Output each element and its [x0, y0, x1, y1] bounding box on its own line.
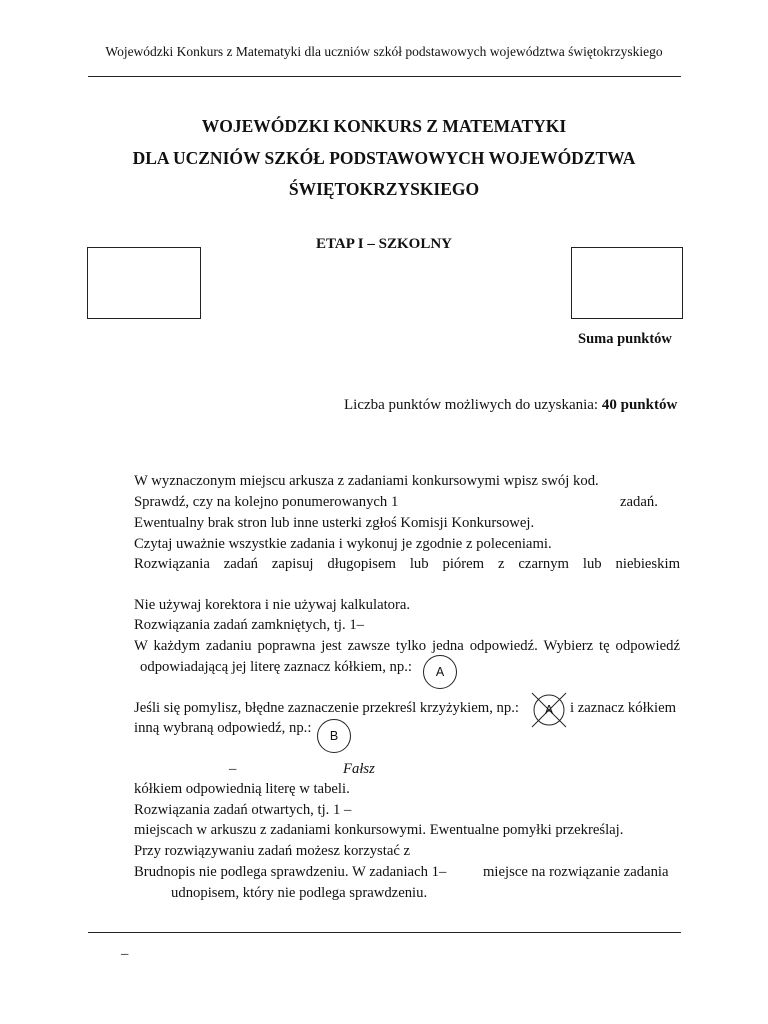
instruction-line: Rozwiązania zadań zamkniętych, tj. 1– — [134, 617, 365, 633]
instruction-line: inną wybraną odpowiedź, np.: — [134, 720, 312, 736]
instruction-line: Rozwiązania zadań otwartych, tj. 1 – — [134, 802, 352, 818]
instruction-line: kółkiem odpowiednią literę w tabeli. — [134, 781, 350, 797]
max-points-label: Liczba punktów możliwych do uzyskania: — [344, 397, 599, 413]
example-circled-answer: A — [423, 655, 457, 689]
max-points-value: 40 punktów — [601, 397, 678, 413]
instruction-line: odpowiadającą jej literę zaznacz kółkiem, np.: — [140, 659, 412, 675]
title-line-1: WOJEWÓDZKI KONKURS Z MATEMATYKI — [201, 116, 567, 136]
instruction-line: i zaznacz kółkiem — [570, 700, 677, 716]
title-line-2: DLA UCZNIÓW SZKÓŁ PODSTAWOWYCH WOJEWÓDZTWA — [132, 148, 636, 168]
instruction-line: miejsce na rozwiązanie zadania — [483, 864, 669, 880]
crossed-answer-letter: A — [544, 703, 554, 717]
instruction-line: Jeśli się pomylisz, błędne zaznaczenie przekreśl krzyżykiem, np.: — [134, 700, 519, 716]
score-sum-box[interactable] — [571, 247, 683, 319]
stage-label: ETAP I – SZKOLNY — [315, 236, 452, 252]
running-header: Wojewódzki Konkurs z Matematyki dla uczniów szkół podstawowych województwa świętokrzyskiego — [105, 44, 663, 59]
instruction-line: Brudnopis nie podlega sprawdzeniu. W zadaniach 1– — [134, 864, 447, 880]
footer-mark: – — [121, 946, 129, 962]
instruction-line: Ewentualny brak stron lub inne usterki zgłoś Komisji Konkursowej. — [134, 515, 535, 531]
instruction-line: Przy rozwiązywaniu zadań możesz korzystać z — [134, 843, 411, 859]
student-code-box[interactable] — [87, 247, 201, 319]
header-rule — [88, 76, 681, 77]
instruction-line: W każdym zadaniu poprawna jest zawsze tylko jedna odpowiedź. Wybierz tę odpowiedź — [134, 638, 680, 654]
instruction-line: udnopisem, który nie podlega sprawdzeniu. — [171, 885, 428, 901]
instruction-line: Czytaj uważnie wszystkie zadania i wykonuj je zgodnie z poleceniami. — [134, 536, 552, 552]
instruction-line: W wyznaczonym miejscu arkusza z zadaniami konkursowymi wpisz swój kod. — [134, 473, 599, 489]
instruction-line: – — [229, 761, 237, 777]
max-points — [344, 397, 677, 414]
instruction-line: zadań. — [620, 494, 658, 510]
example-crossed-answer — [529, 690, 569, 730]
instruction-line: miejscach w arkuszu z zadaniami konkursowymi. Ewentualne pomyłki przekreślaj. — [134, 822, 624, 838]
instruction-line: Fałsz — [343, 761, 375, 777]
footer-rule — [88, 932, 681, 933]
title-line-3: ŚWIĘTOKRZYSKIEGO — [288, 179, 480, 199]
score-sum-label: Suma punktów — [578, 331, 672, 347]
example-circled-answer: B — [317, 719, 351, 753]
instruction-line: Sprawdź, czy na kolejno ponumerowanych 1 — [134, 494, 399, 510]
instruction-line: Rozwiązania zadań zapisuj długopisem lub piórem z czarnym lub niebieskim — [134, 556, 680, 572]
instruction-line: Nie używaj korektora i nie używaj kalkulatora. — [134, 597, 411, 613]
